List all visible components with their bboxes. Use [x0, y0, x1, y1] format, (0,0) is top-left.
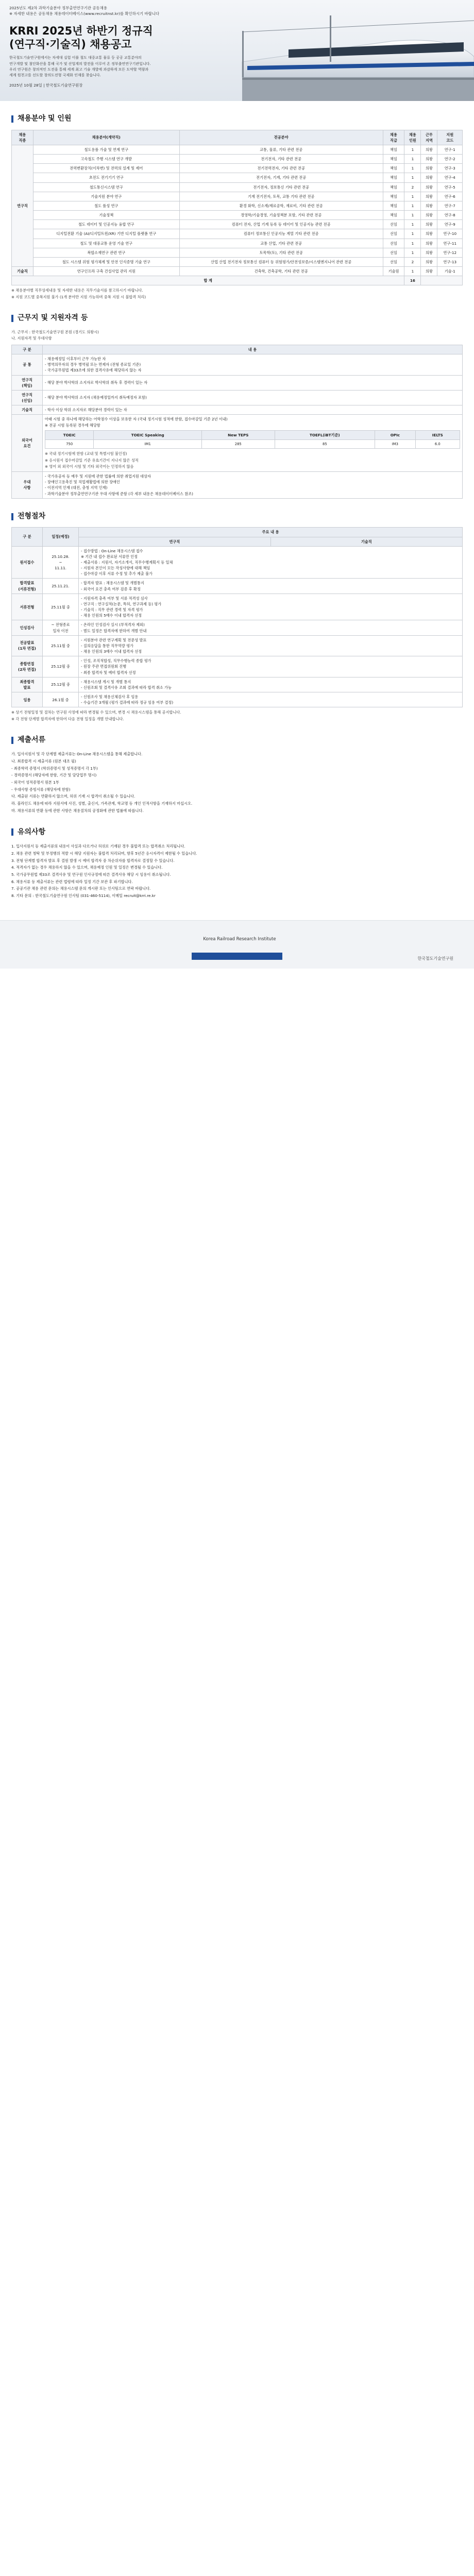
group-cell: 연구직	[12, 145, 33, 267]
section-positions	[0, 113, 474, 300]
section-title-text: 근무지 및 지원자격 등	[18, 313, 88, 322]
cautions-list	[11, 843, 463, 899]
col-subheader: 연구직	[79, 537, 271, 546]
table-row	[12, 145, 463, 155]
table-row	[12, 155, 463, 164]
score-value: IM3	[375, 439, 416, 449]
cell-num: 1	[404, 229, 421, 239]
table-row	[12, 248, 463, 257]
section-bar-icon	[11, 737, 13, 744]
cell-num: 1	[404, 173, 421, 182]
stage-name: 인성검사	[12, 620, 43, 635]
process-row	[12, 677, 463, 692]
table-row	[12, 390, 463, 405]
row-label: 외국어 요건	[12, 415, 43, 472]
row-content: - 학사 이상 학위 소지자로 해당분야 경력이 있는 자	[43, 405, 463, 415]
process-table	[11, 527, 463, 707]
header-date: 2025년 10월 28일 | 한국철도기술연구원장	[9, 83, 83, 88]
list-item: 4. 적격자가 없는 경우 채용하지 않을 수 있으며, 채용예정 인원 및 일정은 변경될 수 있습니다.	[11, 865, 163, 870]
list-item: 가. 입사지원서 및 각 단계별 제출서류는 On-Line 채용시스템을 통해 제출합니다.	[11, 752, 143, 757]
stage-name: 종합면접 (2차 면접)	[12, 656, 43, 677]
list-item: 나. 최종합격 시 제출서류 (원본 대조 필)	[11, 759, 76, 764]
cell-num: 1	[404, 145, 421, 155]
cell-num: 1	[404, 192, 421, 201]
table-row	[12, 267, 463, 276]
cell-code: 연구-1	[437, 145, 463, 155]
stage-name: 서류전형	[12, 594, 43, 620]
qualification-header-row	[12, 345, 463, 354]
cell-num: 1	[404, 155, 421, 164]
stage-content: - 채용시스템 게시 및 개별 통지 - 신원조회 및 결격사유 조회 결과에 따라 합격 취소 가능	[79, 677, 463, 692]
cell-major: 전기전자, 기계, 기타 관련 전공	[179, 173, 383, 182]
section-title-positions	[11, 113, 463, 125]
header-text	[9, 5, 277, 89]
stage-content: - 온라인 인성검사 실시 (부적격자 제외) - 별도 일정은 합격자에 한하여 개별 안내	[79, 620, 463, 635]
row-label: 우대 사항	[12, 472, 43, 499]
row-content: - 해당 분야 박사학위 소지자로 박사학위 취득 후 경력이 있는 자	[43, 375, 463, 390]
cell-num: 1	[404, 248, 421, 257]
total-num: 16	[404, 276, 421, 285]
cell-code: 연구-13	[437, 257, 463, 266]
cell-code: 연구-7	[437, 201, 463, 210]
section-title-text: 전형절차	[18, 512, 46, 520]
score-value: IM1	[94, 439, 202, 449]
footer-label: 한국철도기술연구원	[417, 956, 453, 961]
list-item: 라. 블라인드 채용에 따라 지원서에 사진, 성별, 출신지, 가족관계, 학교명 등 개인 인적사항을 기재하지 마십시오.	[11, 801, 193, 806]
cell-code: 연구-9	[437, 220, 463, 229]
table-row	[12, 354, 463, 375]
col-header: 채용 직종	[12, 130, 33, 145]
cell-num: 1	[404, 164, 421, 173]
stage-date: 25.10.28. ~ 11.11.	[43, 546, 79, 579]
list-item: 6. 채용서류 등 제출서류는 관련 법령에 따라 일정 기간 보관 후 파기합니다.	[11, 879, 133, 884]
section-bar-icon	[11, 115, 13, 123]
stage-name: 원서접수	[12, 546, 43, 579]
section-title-text: 제출서류	[18, 735, 46, 744]
list-item: 7. 공공기관 채용 관련 문의는 채용시스템 문의 게시판 또는 인사팀으로 연락 바랍니다.	[11, 886, 151, 891]
stage-name: 전공발표 (1차 면접)	[12, 635, 43, 656]
cell-loc: 의왕	[421, 239, 437, 248]
cell-loc: 의왕	[421, 182, 437, 192]
stage-name: 합격발표 (서류전형)	[12, 579, 43, 594]
process-row	[12, 692, 463, 707]
process-row	[12, 546, 463, 579]
cell-major: 경영학/기술경영, 기술정책분 포함, 기타 관련 전공	[179, 211, 383, 220]
col-header: 내 용	[43, 345, 463, 354]
row-label: 연구직 (선임)	[12, 390, 43, 405]
title-line-2: (연구직·기술직) 채용공고	[9, 38, 132, 51]
cell-loc: 의왕	[421, 192, 437, 201]
cell-loc: 의왕	[421, 173, 437, 182]
list-item: 3. 전형 단계별 합격자 발표 후 결원 발생 시 예비 합격자 중 차순위자를 합격자로 결정할 수 있습니다.	[11, 858, 175, 863]
cell-num: 1	[404, 201, 421, 210]
preference-content: - 국가유공자 등 예우 및 지원에 관한 법률에 의한 취업지원 대상자 - 장애인고용촉진 및 직업재활법에 의한 장애인 - 이전지역 인재 (대전, 충청 지역 인재) - 과학기술분야 정부출연연구기관 우대 사항에 준함 (각 세부 내용은 채용데이터베이스 참조)	[43, 472, 463, 499]
cell-major: 전기전력전자, 기타 관련 전공	[179, 164, 383, 173]
page-title	[9, 24, 277, 52]
section-title-text: 채용분야 및 인원	[18, 114, 72, 123]
cell-rank: 선임	[383, 257, 404, 266]
section-title-cautions	[11, 827, 463, 838]
section-qualifications	[0, 313, 474, 499]
stage-date: ~ 전형종료 일자 이전	[43, 620, 79, 635]
cell-num: 2	[404, 257, 421, 266]
col-header: 근무 지역	[421, 130, 437, 145]
process-subheader-row	[12, 537, 463, 546]
table-row	[12, 405, 463, 415]
cell-loc: 의왕	[421, 164, 437, 173]
stage-date: 25.11월 중	[43, 635, 79, 656]
qualification-body	[12, 354, 463, 499]
section-documents	[0, 735, 474, 815]
table-row	[12, 229, 463, 239]
total-row	[12, 276, 463, 285]
cell-field: 기술정책	[33, 211, 179, 220]
row-content: - 채용예정일 이후부터 근무 가능한 자 - 병역의무자의 경우 병역필 또는 면제자 (전형 종료일 기준) - 국가공무원법 제33조에 의한 결격사유에 해당하지 않는 자	[43, 354, 463, 375]
list-item: - 외국어 성적증명서 원본 1부	[11, 780, 59, 785]
process-body	[12, 546, 463, 707]
stage-date: 25.11월 중	[43, 594, 79, 620]
score-header: New TEPS	[201, 430, 275, 439]
section-title-qualifications	[11, 313, 463, 324]
cell-loc: 의왕	[421, 220, 437, 229]
positions-table	[11, 130, 463, 286]
table-row	[12, 211, 463, 220]
location-note: 가. 근무지 : 한국철도기술연구원 본원 (경기도 의왕시) 나. 지원자격 및 우대사항	[11, 329, 99, 341]
process-row	[12, 594, 463, 620]
stage-name: 최종합격 발표	[12, 677, 43, 692]
score-value: 285	[201, 439, 275, 449]
process-row	[12, 656, 463, 677]
col-header: 채용 직급	[383, 130, 404, 145]
documents-list	[11, 751, 463, 814]
cell-code: 연구-3	[437, 164, 463, 173]
footer-logo-bar	[192, 953, 282, 960]
cell-field: 철도 데이터 및 인공지능 융합 연구	[33, 220, 179, 229]
cell-rank: 선임	[383, 248, 404, 257]
language-row	[12, 415, 463, 472]
title-line-1: KRRI 2025년 하반기 정규직	[9, 24, 153, 37]
row-label: 기술직	[12, 405, 43, 415]
score-header: OPIc	[375, 430, 416, 439]
cell-loc: 의왕	[421, 211, 437, 220]
cell-major: 컴퓨터 전자, 산업 기계 등록 등 데이터 및 인공지능 관련 전공	[179, 220, 383, 229]
table-row	[12, 220, 463, 229]
cell-loc: 의왕	[421, 248, 437, 257]
row-label: 연구직 (책임)	[12, 375, 43, 390]
cell-field: 전력변환장치(이차변) 및 전력의 설계 및 제어	[33, 164, 179, 173]
col-header: 일정(예정)	[43, 528, 79, 546]
qualification-table	[11, 345, 463, 499]
positions-header-row	[12, 130, 463, 145]
cell-major: 교통, 물류, 기타 관련 전공	[179, 145, 383, 155]
cell-rank: 선임	[383, 239, 404, 248]
cell-major: 전기전자, 기타 관련 전공	[179, 155, 383, 164]
cell-rank: 책임	[383, 173, 404, 182]
list-item: 8. 기타 문의 : 한국철도기술연구원 인사팀 (031-460-5114), 이메일 recruit@krri.re.kr	[11, 893, 156, 898]
cell-num: 1	[404, 239, 421, 248]
section-bar-icon	[11, 513, 13, 520]
cell-rank: 책임	[383, 145, 404, 155]
list-item: 마. 채용서류의 반환 등에 관한 사항은 채용절차의 공정화에 관한 법률에 따릅니다.	[11, 808, 144, 813]
cell-rank: 책임	[383, 155, 404, 164]
cell-code: 기술-1	[437, 267, 463, 276]
list-item: - 우대사항 증빙서류 (해당자에 한함)	[11, 787, 71, 792]
language-content	[43, 415, 463, 472]
cell-code: 연구-8	[437, 211, 463, 220]
header-notice: 2025년도 제2차 과학기술분야 정부출연연구기관 공동채용 ※ 자세한 내용은 공동채용 채용데이터베이스(www.recruitnst.kr)를 확인하시기 바랍니다	[9, 6, 160, 16]
list-item: - 최종학력 증명서 (학위증명서 및 성적증명서 각 1부)	[11, 766, 98, 771]
col-header: 구 분	[12, 345, 43, 354]
cell-code: 연구-6	[437, 192, 463, 201]
cell-field: 초전도 전기기기 연구	[33, 173, 179, 182]
section-title-documents	[11, 735, 463, 746]
col-header: 지원 코드	[437, 130, 463, 145]
language-score-table	[45, 430, 460, 449]
score-header: TOEFL(iBT기준)	[275, 430, 375, 439]
stage-date: 25.11.21.	[43, 579, 79, 594]
list-item: - 경력증명서 (해당자에 한함, 기간 및 담당업무 명시)	[11, 773, 97, 778]
list-item: 1. 입사지원서 등 제출서류의 내용이 사실과 다르거나 허위로 기재된 경우 불합격 또는 합격취소 처리됩니다.	[11, 844, 185, 849]
table-row	[12, 173, 463, 182]
list-item: 다. 제출된 서류는 반환하지 않으며, 허위 기재 시 합격이 취소될 수 있습니다.	[11, 794, 136, 799]
cell-major: 기계 전기전자, 토목, 교통 기타 관련 전공	[179, 192, 383, 201]
cell-code: 연구-12	[437, 248, 463, 257]
cell-rank: 책임	[383, 201, 404, 210]
language-value-row	[45, 439, 460, 449]
cell-rank: 선임	[383, 220, 404, 229]
col-header: 구 분	[12, 528, 43, 546]
score-value: 85	[275, 439, 375, 449]
section-process	[0, 511, 474, 722]
cell-major: 환경 화학, 신소재/재료공학, 재료비, 기타 관련 전공	[179, 201, 383, 210]
col-header: 채용분야(계약직)	[33, 130, 179, 145]
cell-num: 1	[404, 267, 421, 276]
process-row	[12, 620, 463, 635]
cell-field: 고속철도 주행 시스템 연구 개발	[33, 155, 179, 164]
cell-major: 토목학(토), 기타 관련 전공	[179, 248, 383, 257]
cell-num: 1	[404, 211, 421, 220]
stage-content: - 신원조사 및 채용신체검사 후 임용 - 수습기간 3개월 (평가 결과에 따라 정규 임용 여부 결정)	[79, 692, 463, 707]
footer	[0, 920, 474, 969]
cell-major: 컴퓨터 정보통신 인공지능 계열 기타 관련 전공	[179, 229, 383, 239]
col-header: 채용 인원	[404, 130, 421, 145]
cell-field: 철도용품 가술 및 연계 연구	[33, 145, 179, 155]
cell-num: 1	[404, 220, 421, 229]
cell-major: 건축학, 건축공학, 기타 관련 전공	[179, 267, 383, 276]
stage-name: 임용	[12, 692, 43, 707]
positions-body	[12, 145, 463, 285]
cell-rank: 책임	[383, 192, 404, 201]
cell-loc: 의왕	[421, 155, 437, 164]
cell-field: 철도 품성 연구	[33, 201, 179, 210]
cell-rank: 기술원	[383, 267, 404, 276]
total-empty	[421, 276, 463, 285]
table-row	[12, 164, 463, 173]
process-notes: ※ 상기 전형일정 및 절차는 연구원 사정에 따라 변경될 수 있으며, 변경 시 채용시스템을 통해 공지합니다. ※ 각 전형 단계별 합격자에 한하여 다음 전형 일정을 개별 안내합니다.	[11, 710, 181, 721]
cell-loc: 의왕	[421, 257, 437, 266]
cell-code: 연구-10	[437, 229, 463, 239]
score-header: TOEIC Speaking	[94, 430, 202, 439]
cell-rank: 선임	[383, 229, 404, 239]
cell-loc: 의왕	[421, 145, 437, 155]
section-bar-icon	[11, 315, 13, 322]
table-row	[12, 192, 463, 201]
header-intro: 한국철도기술연구원에서는 차세대 실험 이룰 철도 대중교통 물류 등 공공 교통분야의 연구개발 및 첨단화산을 통해 국가 및 산업계의 발전을 이루어 온 정부출연연구기관입니다. 우리 연구원은 창의적인 도전을 통해 세계 최고 기술 개발에 과감하게 모든 도약할 역량과 세계 원천고를 선도할 창의도전형 국제화 인재를 찾습니다.	[9, 56, 151, 77]
cell-code: 연구-4	[437, 173, 463, 182]
row-content: - 해당 분야 박사학위 소지자 (채용예정일까지 취득예정자 포함)	[43, 390, 463, 405]
cell-loc: 의왕	[421, 201, 437, 210]
stage-content: - 지원분야 관련 연구계획 및 전문성 발표 - 질의응답을 통한 직무역량 평가 - 채용 인원의 3배수 이내 합격자 선정	[79, 635, 463, 656]
list-item: 2. 채용 관련 청탁 및 부정행위 적발 시 해당 지원자는 불합격 처리되며, 향후 5년간 응시자격이 제한될 수 있습니다.	[11, 851, 197, 856]
cell-field: 기술지원 분야 연구	[33, 192, 179, 201]
stage-date: 25.12월 중	[43, 656, 79, 677]
cell-rank: 책임	[383, 211, 404, 220]
row-label: 공 통	[12, 354, 43, 375]
stage-date: 26.1월 중	[43, 692, 79, 707]
cell-loc: 의왕	[421, 229, 437, 239]
score-header: IELTS	[415, 430, 460, 439]
score-value: 6.0	[415, 439, 460, 449]
language-header-row	[45, 430, 460, 439]
cell-field: 디지털전환 기술 (AI/디지털트윈/XR) 기반 디지털 플랫폼 연구	[33, 229, 179, 239]
cell-code: 연구-2	[437, 155, 463, 164]
preference-row	[12, 472, 463, 499]
section-title-text: 유의사항	[18, 827, 46, 836]
footer-text: Korea Railroad Research Institute	[203, 936, 276, 942]
cell-major: 전기전자, 정보통신 기타 관련 전공	[179, 182, 383, 192]
stage-content: - 지원자격 충족 여부 및 서류 적격성 심사 - 연구직 : 연구실적(논문, 특허, 연구과제 등) 평가 - 기술직 : 직무 관련 경력 및 자격 평가 - 채용 인원의 5배수 이내 합격자 선정	[79, 594, 463, 620]
cell-rank: 책임	[383, 164, 404, 173]
total-label: 합 계	[12, 276, 404, 285]
table-row	[12, 257, 463, 266]
cell-major: 산업 산업 전기전자 정보통신 컴퓨터 등 위험평가/안전성보증/시스템엔지니어 관련 전공	[179, 257, 383, 266]
cell-field: 철도통신시스템 연구	[33, 182, 179, 192]
cell-field: 철도 시스템 위험 평가체계 및 안전 인식증명 기술 연구	[33, 257, 179, 266]
score-value: 750	[45, 439, 94, 449]
table-row	[12, 201, 463, 210]
cell-rank: 책임	[383, 182, 404, 192]
positions-notes: ※ 채용분야별 직무상세내용 및 자세한 내용은 직무기술서를 참고하시기 바랍니다. ※ 지원 코드별 중복지원 불가 (1개 분야만 지원 가능하며 중복 지원 시 불합격 처리)	[11, 288, 146, 299]
table-row	[12, 182, 463, 192]
stage-content: - 접수방법 : On-Line 채용시스템 접수 ※ 기간 내 접수 완료된 서류만 인정 - 제출서류 : 지원서, 자기소개서, 직무수행계획서 등 일체 - 지원자 본인이 모든 작성사항에 대해 책임 - 접수마감 이후 서류 수정 및 추가 제출 불가	[79, 546, 463, 579]
recruit-header	[0, 0, 474, 101]
stage-content: - 합격자 발표 : 채용시스템 및 개별통지 - 외국어 요건 충족 여부 검증 후 확정	[79, 579, 463, 594]
stage-date: 25.12월 중	[43, 677, 79, 692]
process-row	[12, 579, 463, 594]
table-row	[12, 239, 463, 248]
cell-code: 연구-5	[437, 182, 463, 192]
section-bar-icon	[11, 828, 13, 836]
cell-code: 연구-11	[437, 239, 463, 248]
cell-field: 철도 및 대중교통 운영 기술 연구	[33, 239, 179, 248]
list-item: 5. 국가공무원법 제33조 결격사유 및 연구원 인사규정에 따른 결격사유 해당 시 임용이 취소됩니다.	[11, 872, 171, 877]
cell-loc: 의왕	[421, 267, 437, 276]
section-title-process	[11, 511, 463, 522]
process-header-row	[12, 528, 463, 537]
process-row	[12, 635, 463, 656]
section-cautions	[0, 827, 474, 900]
language-text: 아래 시험 중 하나에 해당하는 어학점수 이상을 보유한 자 (국내 정기시험 성적에 한함, 접수마감일 기준 2년 이내) ※ 전공 시험 등록된 경우에 해당함	[45, 417, 228, 428]
cell-major: 교통 산업, 기타 관련 전공	[179, 239, 383, 248]
col-subheader: 기술직	[270, 537, 463, 546]
table-row	[12, 375, 463, 390]
col-header: 주요 내 용	[79, 528, 463, 537]
cell-num: 2	[404, 182, 421, 192]
language-notes: ※ 국내 정기시험에 한함 (교내 및 특별시험 불인정) ※ 응시원서 접수마감일 기준 유효기간이 지나지 않은 성적 ※ 영어 외 외국어 시험 및 기타 외국어는 인정하지 않음	[45, 451, 139, 469]
col-header: 전공분야	[179, 130, 383, 145]
cell-field: 복합소재연구 관련 연구	[33, 248, 179, 257]
stage-content: - 인성, 조직적합성, 직무수행능력 종합 평가 - 원장 주관 면접위원회 진행 - 최종 합격자 및 예비 합격자 선정	[79, 656, 463, 677]
score-header: TOEIC	[45, 430, 94, 439]
group-cell: 기술직	[12, 267, 33, 276]
cell-field: 연구인프라 구축 건설사업 관리 지원	[33, 267, 179, 276]
